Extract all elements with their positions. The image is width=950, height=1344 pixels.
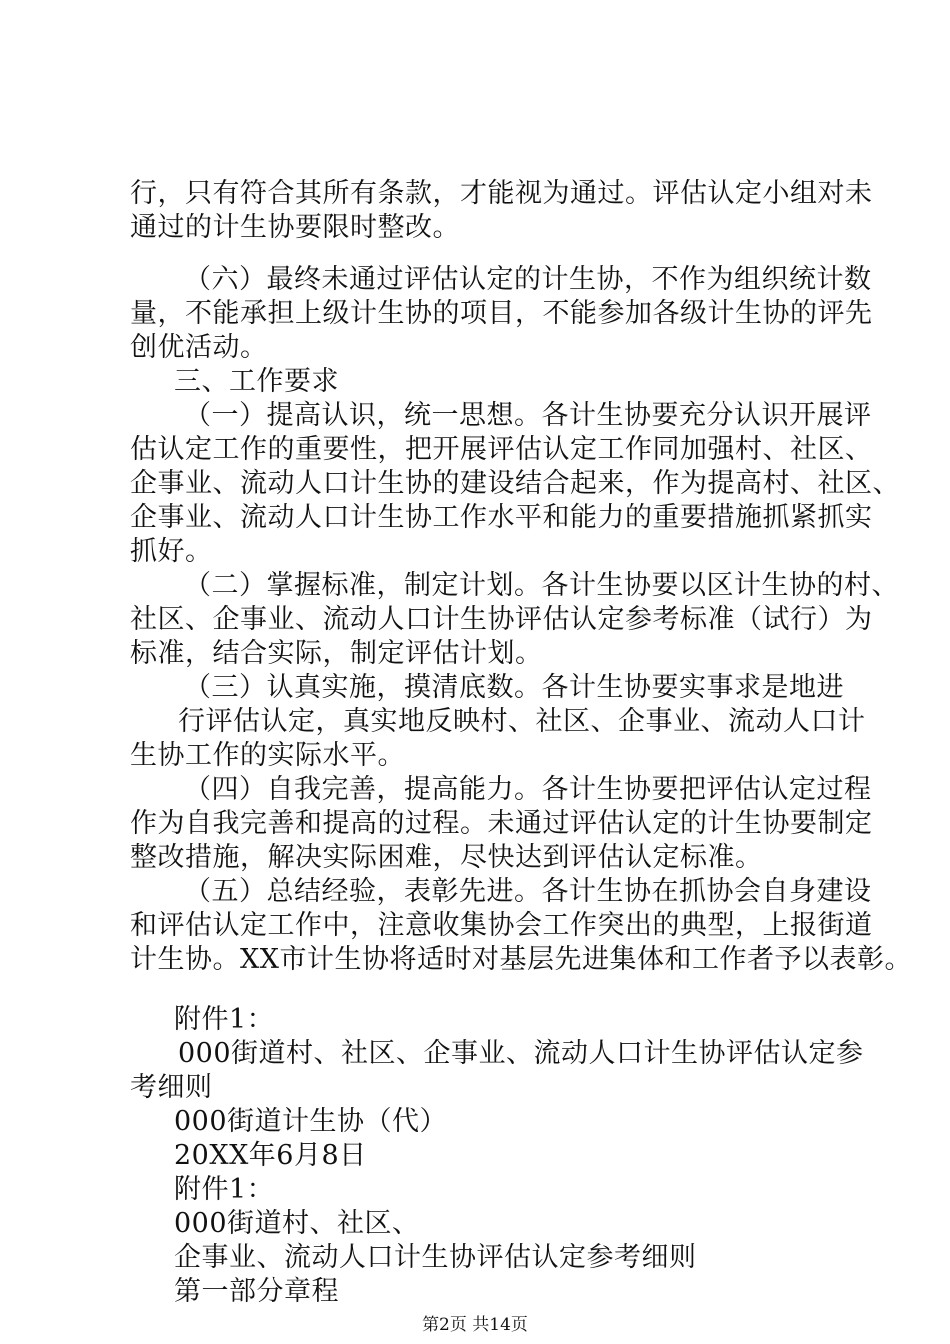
paragraph-line: 抓好。 — [130, 536, 213, 567]
paragraph-line: 企事业、流动人口计生协工作水平和能力的重要措施抓紧抓实 — [130, 502, 873, 533]
signature-date: 20XX年6月8日 — [174, 1140, 367, 1171]
paragraph-line: 生协工作的实际水平。 — [130, 740, 405, 771]
paragraph-line: 通过的计生协要限时整改。 — [130, 212, 460, 243]
paragraph-line: 和评估认定工作中，注意收集协会工作突出的典型，上报街道 — [130, 910, 873, 941]
paragraph-line: 量，不能承担上级计生协的项目，不能参加各级计生协的评先 — [130, 298, 873, 329]
paragraph-line: （六）最终未通过评估认定的计生协，不作为组织统计数 — [184, 264, 872, 295]
paragraph-line: （五）总结经验，表彰先进。各计生协在抓协会自身建设 — [184, 876, 872, 907]
paragraph-line: 社区、企事业、流动人口计生协评估认定参考标准（试行）为 — [130, 604, 873, 635]
paragraph-line: 企事业、流动人口计生协的建设结合起来，作为提高村、社区、 — [130, 468, 900, 499]
attachment-label: 附件1： — [174, 1174, 275, 1205]
signature-org: 000街道计生协（代） — [174, 1106, 448, 1137]
attachment-title: 企事业、流动人口计生协评估认定参考细则 — [174, 1242, 697, 1273]
page-footer: 第2页 共14页 — [422, 1315, 528, 1335]
attachment-label: 附件1： — [174, 1004, 275, 1035]
paragraph-line: 行评估认定，真实地反映村、社区、企事业、流动人口计 — [178, 706, 866, 737]
attachment-title: 考细则 — [130, 1072, 213, 1103]
paragraph-line: （一）提高认识，统一思想。各计生协要充分认识开展评 — [184, 400, 872, 431]
paragraph-line: 创优活动。 — [130, 332, 268, 363]
paragraph-line: 整改措施，解决实际困难，尽快达到评估认定标准。 — [130, 842, 763, 873]
paragraph-line: （二）掌握标准，制定计划。各计生协要以区计生协的村、 — [184, 570, 899, 601]
part-heading: 第一部分章程 — [174, 1276, 339, 1307]
attachment-title: 000街道村、社区、企事业、流动人口计生协评估认定参 — [178, 1038, 864, 1069]
paragraph-line: 标准，结合实际，制定评估计划。 — [130, 638, 543, 669]
paragraph-line: 计生协。XX市计生协将适时对基层先进集体和工作者予以表彰。 — [130, 944, 912, 975]
paragraph-line: （三）认真实施，摸清底数。各计生协要实事求是地进 — [184, 672, 844, 703]
paragraph-line: （四）自我完善，提高能力。各计生协要把评估认定过程 — [184, 774, 872, 805]
section-heading: 三、工作要求 — [174, 366, 339, 397]
paragraph-line: 作为自我完善和提高的过程。未通过评估认定的计生协要制定 — [130, 808, 873, 839]
paragraph-line: 估认定工作的重要性，把开展评估认定工作同加强村、社区、 — [130, 434, 873, 465]
attachment-title: 000街道村、社区、 — [174, 1208, 420, 1239]
paragraph-line: 行，只有符合其所有条款，才能视为通过。评估认定小组对未 — [130, 178, 873, 209]
